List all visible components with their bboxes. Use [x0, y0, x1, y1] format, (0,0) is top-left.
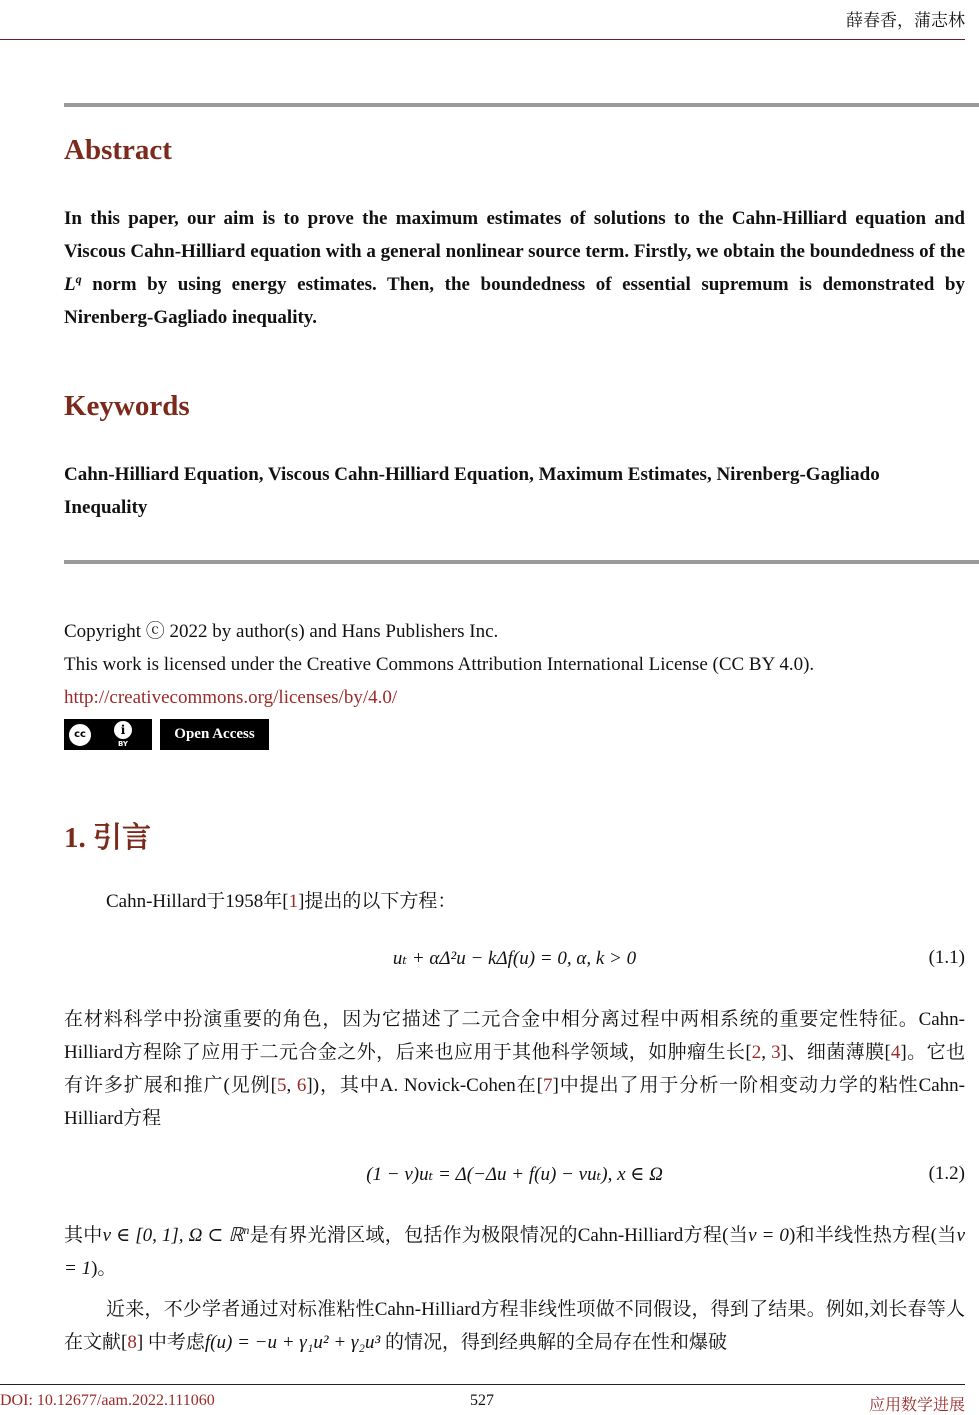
citation-link[interactable]: 3 [771, 1042, 781, 1063]
abstract-heading: Abstract [64, 134, 172, 166]
citation-link[interactable]: 7 [542, 1075, 553, 1096]
equation-number: (1.2) [928, 1163, 965, 1184]
text-segment: )。 [91, 1258, 117, 1279]
footer-journal-name: 应用数学进展 [868, 1397, 965, 1414]
math-segment: ν ∈ [0, 1], Ω ⊂ ℝ [102, 1225, 244, 1246]
text-segment: norm by using energy estimates. Then, the boundedness of essential supremum is demonstrated by Nirenberg-Gagliado inequality. [64, 274, 965, 328]
text-segment: 其中 [64, 1225, 103, 1246]
by-label: BY [117, 740, 129, 748]
text-segment: )和半线性热方程(当 [788, 1225, 957, 1246]
text-segment: In this paper, our aim is to prove the maximum estimates of solutions to the Cahn-Hilliard equation and Viscous Cahn-Hilliard equation with a general nonlinear source term. Firstly, we obtain the boundedness of the [64, 208, 965, 262]
creative-commons-icon: cc [69, 724, 91, 746]
abstract-top-rule [64, 103, 979, 107]
math-segment: f(u) = −u + γ₁u² + γ₂u³ [204, 1332, 381, 1353]
text-segment: 是有界光滑区域，包括作为极限情况的Cahn-Hilliard方程(当 [249, 1225, 749, 1246]
text-segment: Cahn-Hillard于1958年[ [106, 891, 289, 912]
abstract-text [64, 202, 965, 334]
footer-doi[interactable]: DOI: 10.12677/aam.2022.111060 [0, 1392, 215, 1409]
text-segment: , [761, 1042, 772, 1063]
paragraph-2 [64, 1003, 965, 1135]
license-statement: This work is licensed under the Creative Commons Attribution International License (CC BY 4.0). [64, 654, 815, 675]
paragraph-1 [64, 885, 965, 918]
equation-1-2 [64, 1163, 965, 1193]
equation-body: uₜ + αΔ²u − kΔf(u) = 0, α, k > 0 [392, 948, 637, 969]
keywords-bottom-rule [64, 560, 979, 564]
citation-link[interactable]: 8 [127, 1332, 137, 1353]
text-segment: , [286, 1075, 297, 1096]
footer-page-number: 527 [470, 1392, 494, 1409]
citation-link[interactable]: 5 [276, 1075, 287, 1096]
math-segment: ν = 0 [748, 1225, 789, 1246]
citation-link[interactable]: 2 [751, 1042, 762, 1063]
paragraph-4 [64, 1293, 965, 1359]
math-segment: L [64, 274, 76, 295]
math-segment: q [75, 272, 82, 286]
text-segment: ]。它也有许多扩展和推广(见例[ [64, 1042, 965, 1096]
citation-link[interactable]: 6 [296, 1075, 307, 1096]
running-header-authors: 薛春香，蒲志林 [846, 11, 965, 30]
math-segment: ν = 1 [64, 1225, 965, 1279]
section-1-heading: 1. 引言 [64, 822, 152, 854]
equation-number: (1.1) [928, 947, 965, 968]
text-segment: 在材料科学中扮演重要的角色，因为它描述了二元合金中相分离过程中两相系统的重要定性特征。Cahn-Hilliard方程除了应用于二元合金之外，后来也应用于其他科学领域，如肿瘤生长[ [64, 1009, 965, 1063]
attribution-person-icon: i [114, 721, 132, 739]
attribution-area [95, 720, 151, 749]
paragraph-3 [64, 1219, 965, 1285]
math-segment: n [243, 1223, 250, 1237]
cc-by-badge[interactable] [64, 719, 152, 750]
text-segment: ]中提出了用于分析一阶相变动力学的粘性Cahn-Hilliard方程 [64, 1075, 965, 1129]
equation-1-1 [64, 947, 965, 977]
keywords-heading: Keywords [64, 390, 190, 422]
cc-icon-area [65, 720, 95, 749]
footer-rule [0, 1384, 965, 1385]
header-rule [0, 39, 965, 40]
text-segment: 近来，不少学者通过对标准粘性Cahn-Hilliard方程非线性项做不同假设，得到了结果。例如,刘长春等人在文献[ [64, 1299, 965, 1353]
equation-body: (1 − ν)uₜ = Δ(−Δu + f(u) − νuₜ), x ∈ Ω [366, 1164, 663, 1185]
text-segment: ]、细菌薄膜[ [780, 1042, 891, 1063]
keywords-text: Cahn-Hilliard Equation, Viscous Cahn-Hilliard Equation, Maximum Estimates, Nirenberg-Gagliado Inequality [64, 464, 880, 518]
text-segment: ]提出的以下方程： [298, 891, 457, 912]
open-access-badge: Open Access [160, 719, 269, 750]
citation-link[interactable]: 4 [890, 1042, 901, 1063]
copyright-line: Copyright ⓒ 2022 by author(s) and Hans Publishers Inc. [64, 621, 499, 642]
citation-link[interactable]: 1 [288, 891, 299, 912]
text-segment: 的情况，得到经典解的全局存在性和爆破 [380, 1332, 727, 1353]
text-segment: ])，其中A. Novick-Cohen在[ [306, 1075, 543, 1096]
text-segment: ] 中考虑 [136, 1332, 205, 1353]
license-link[interactable]: http://creativecommons.org/licenses/by/4.0/ [64, 687, 398, 708]
